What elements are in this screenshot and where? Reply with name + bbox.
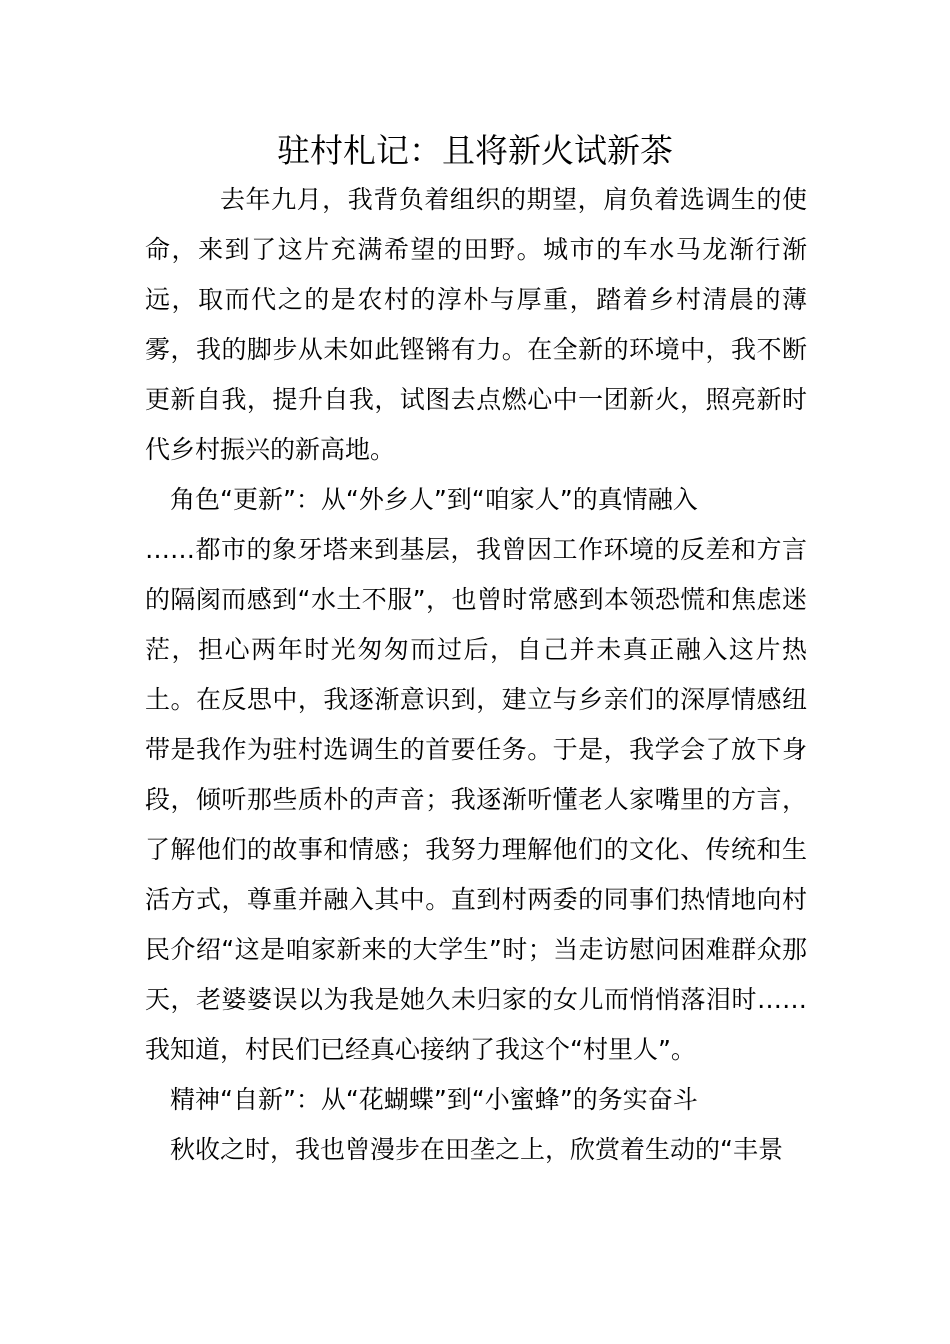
role-update-paragraph: ……都市的象牙塔来到基层，我曾因工作环境的反差和方言的隔阂而感到“水土不服”，也曾时常感到本领恐慌和焦虑迷茫，担心两年时光匆匆而过后，自己并未真正融入这片热土。在反思中，我逐渐意识到，建立与乡亲们的深厚情感纽带是我作为驻村选调生的首要任务。于是，我学会了放下身段，倾听那些质朴的声音；我逐渐听懂老人家嘴里的方言，了解他们的故事和情感；我努力理解他们的文化、传统和生活方式，尊重并融入其中。直到村两委的同事们热情地向村民介绍“这是咱家新来的大学生”时；当走访慰问困难群众那天，老婆婆误以为我是她久未归家的女儿而悄悄落泪时……我知道，村民们已经真心接纳了我这个“村里人”。 [145,535,807,1064]
document-title: 驻村札记：且将新火试新茶 [277,131,673,170]
document-body [145,175,807,1175]
section-heading-spirit-renewal: 精神“自新”：从“花蝴蝶”到“小蜜蜂”的务实奋斗 [170,1085,698,1114]
intro-paragraph: 去年九月，我背负着组织的期望，肩负着选调生的使命，来到了这片充满希望的田野。城市的车水马龙渐行渐远，取而代之的是农村的淳朴与厚重，踏着乡村清晨的薄雾，我的脚步从未如此铿锵有力。在全新的环境中，我不断更新自我，提升自我，试图去点燃心中一团新火，照亮新时代乡村振兴的新高地。 [145,185,807,464]
section-heading-role-update: 角色“更新”：从“外乡人”到“咱家人”的真情融入 [170,485,698,514]
spirit-renewal-paragraph: 秋收之时，我也曾漫步在田垄之上，欣赏着生动的“丰景 [170,1135,783,1164]
